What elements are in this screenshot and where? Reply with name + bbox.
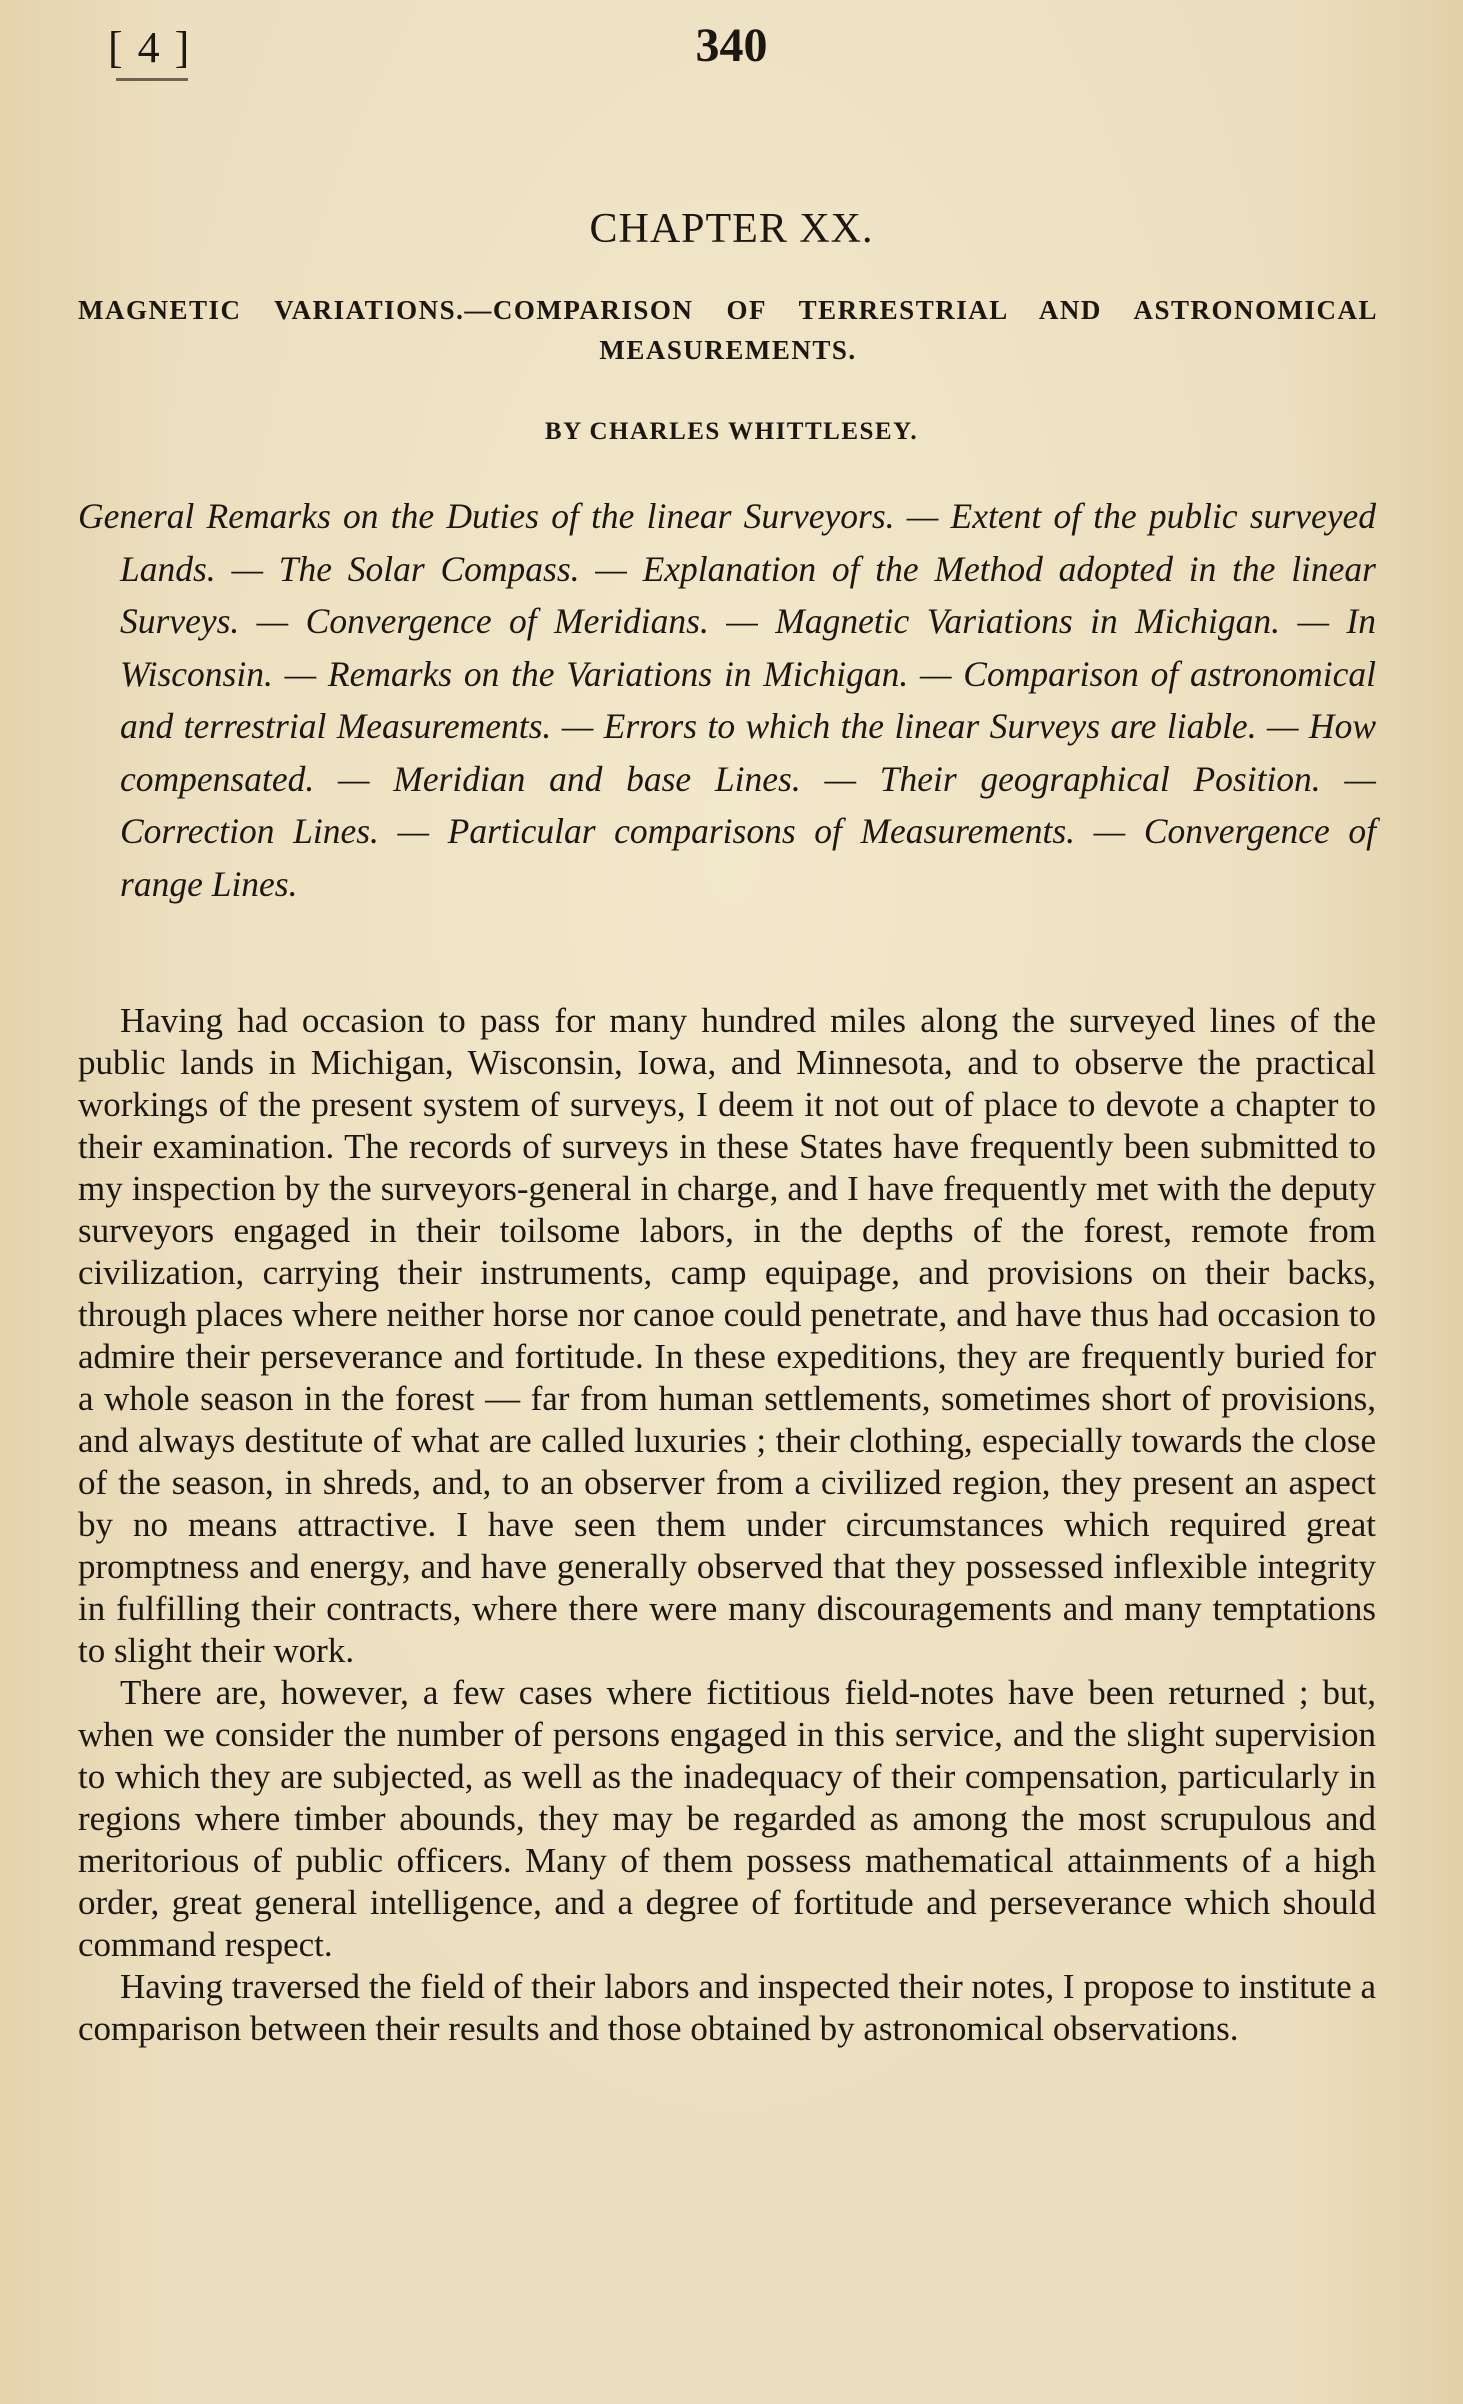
paragraph: Having had occasion to pass for many hundred miles along the surveyed lines of the public lands in Michigan, Wisconsin, Iowa, and Minnesota, and to observe the practical workings of the present system of surveys, I deem it not out of place to devote a chapter to their examination. The records of surveys in these States have frequently been submitted to my inspection by the surveyors-general in charge, and I have frequently met with the deputy surveyors engaged in their toilsome labors, in the depths of the forest, remote from civilization, carrying their instruments, camp equipage, and provisions on their backs, through places where neither horse nor canoe could penetrate, and have thus had occasion to admire their perseverance and fortitude. In these expeditions, they are frequently buried for a whole season in the forest — far from human settlements, sometimes short of provisions, and always destitute of what are called luxuries ; their clothing, especially towards the close of the season, in shreds, and, to an observer from a civilized region, they present an aspect by no means attractive. I have seen them under circumstances which required great promptness and energy, and have generally observed that they possessed inflexible integrity in fulfilling their contracts, where there were many discouragements and many temptations to slight their work. [78, 1001, 1376, 1670]
page-mark: [ 4 ] [108, 23, 192, 72]
page-mark-underline [116, 78, 188, 81]
page-number: 340 [695, 19, 768, 72]
paragraph: Having traversed the field of their labors and inspected their notes, I propose to institute a comparison between their results and those obtained by astronomical observations. [78, 1967, 1376, 2048]
chapter-title: CHAPTER XX. [589, 206, 874, 252]
chapter-subtitle: MAGNETIC VARIATIONS.—COMPARISON OF TERRESTRIAL AND ASTRONOMICAL MEASUREMENTS. [78, 295, 1378, 365]
chapter-synopsis: General Remarks on the Duties of the linear Surveyors. — Extent of the public surveyed Lands. — The Solar Compass. — Explanation of the Method adopted in the linear Surveys. — Convergence of Meridians. — Magnetic Variations in Michigan. — In Wisconsin. — Remarks on the Variations in Michigan. — Comparison of astronomical and terrestrial Measurements. — Errors to which the linear Surveys are liable. — How compensated. — Meridian and base Lines. — Their geographical Position. — Correction Lines. — Particular comparisons of Measurements. — Convergence of range Lines. [78, 496, 1376, 904]
paragraph: There are, however, a few cases where fictitious field-notes have been returned ; but, when we consider the number of persons engaged in this service, and the slight supervision to which they are subjected, as well as the inadequacy of their compensation, particularly in regions where timber abounds, they may be regarded as among the most scrupulous and meritorious of public officers. Many of them possess mathematical attainments of a high order, great general intelligence, and a degree of fortitude and perseverance which should command respect. [78, 1673, 1376, 1964]
body-text [78, 1000, 1376, 2050]
author-byline: BY CHARLES WHITTLESEY. [544, 418, 919, 445]
